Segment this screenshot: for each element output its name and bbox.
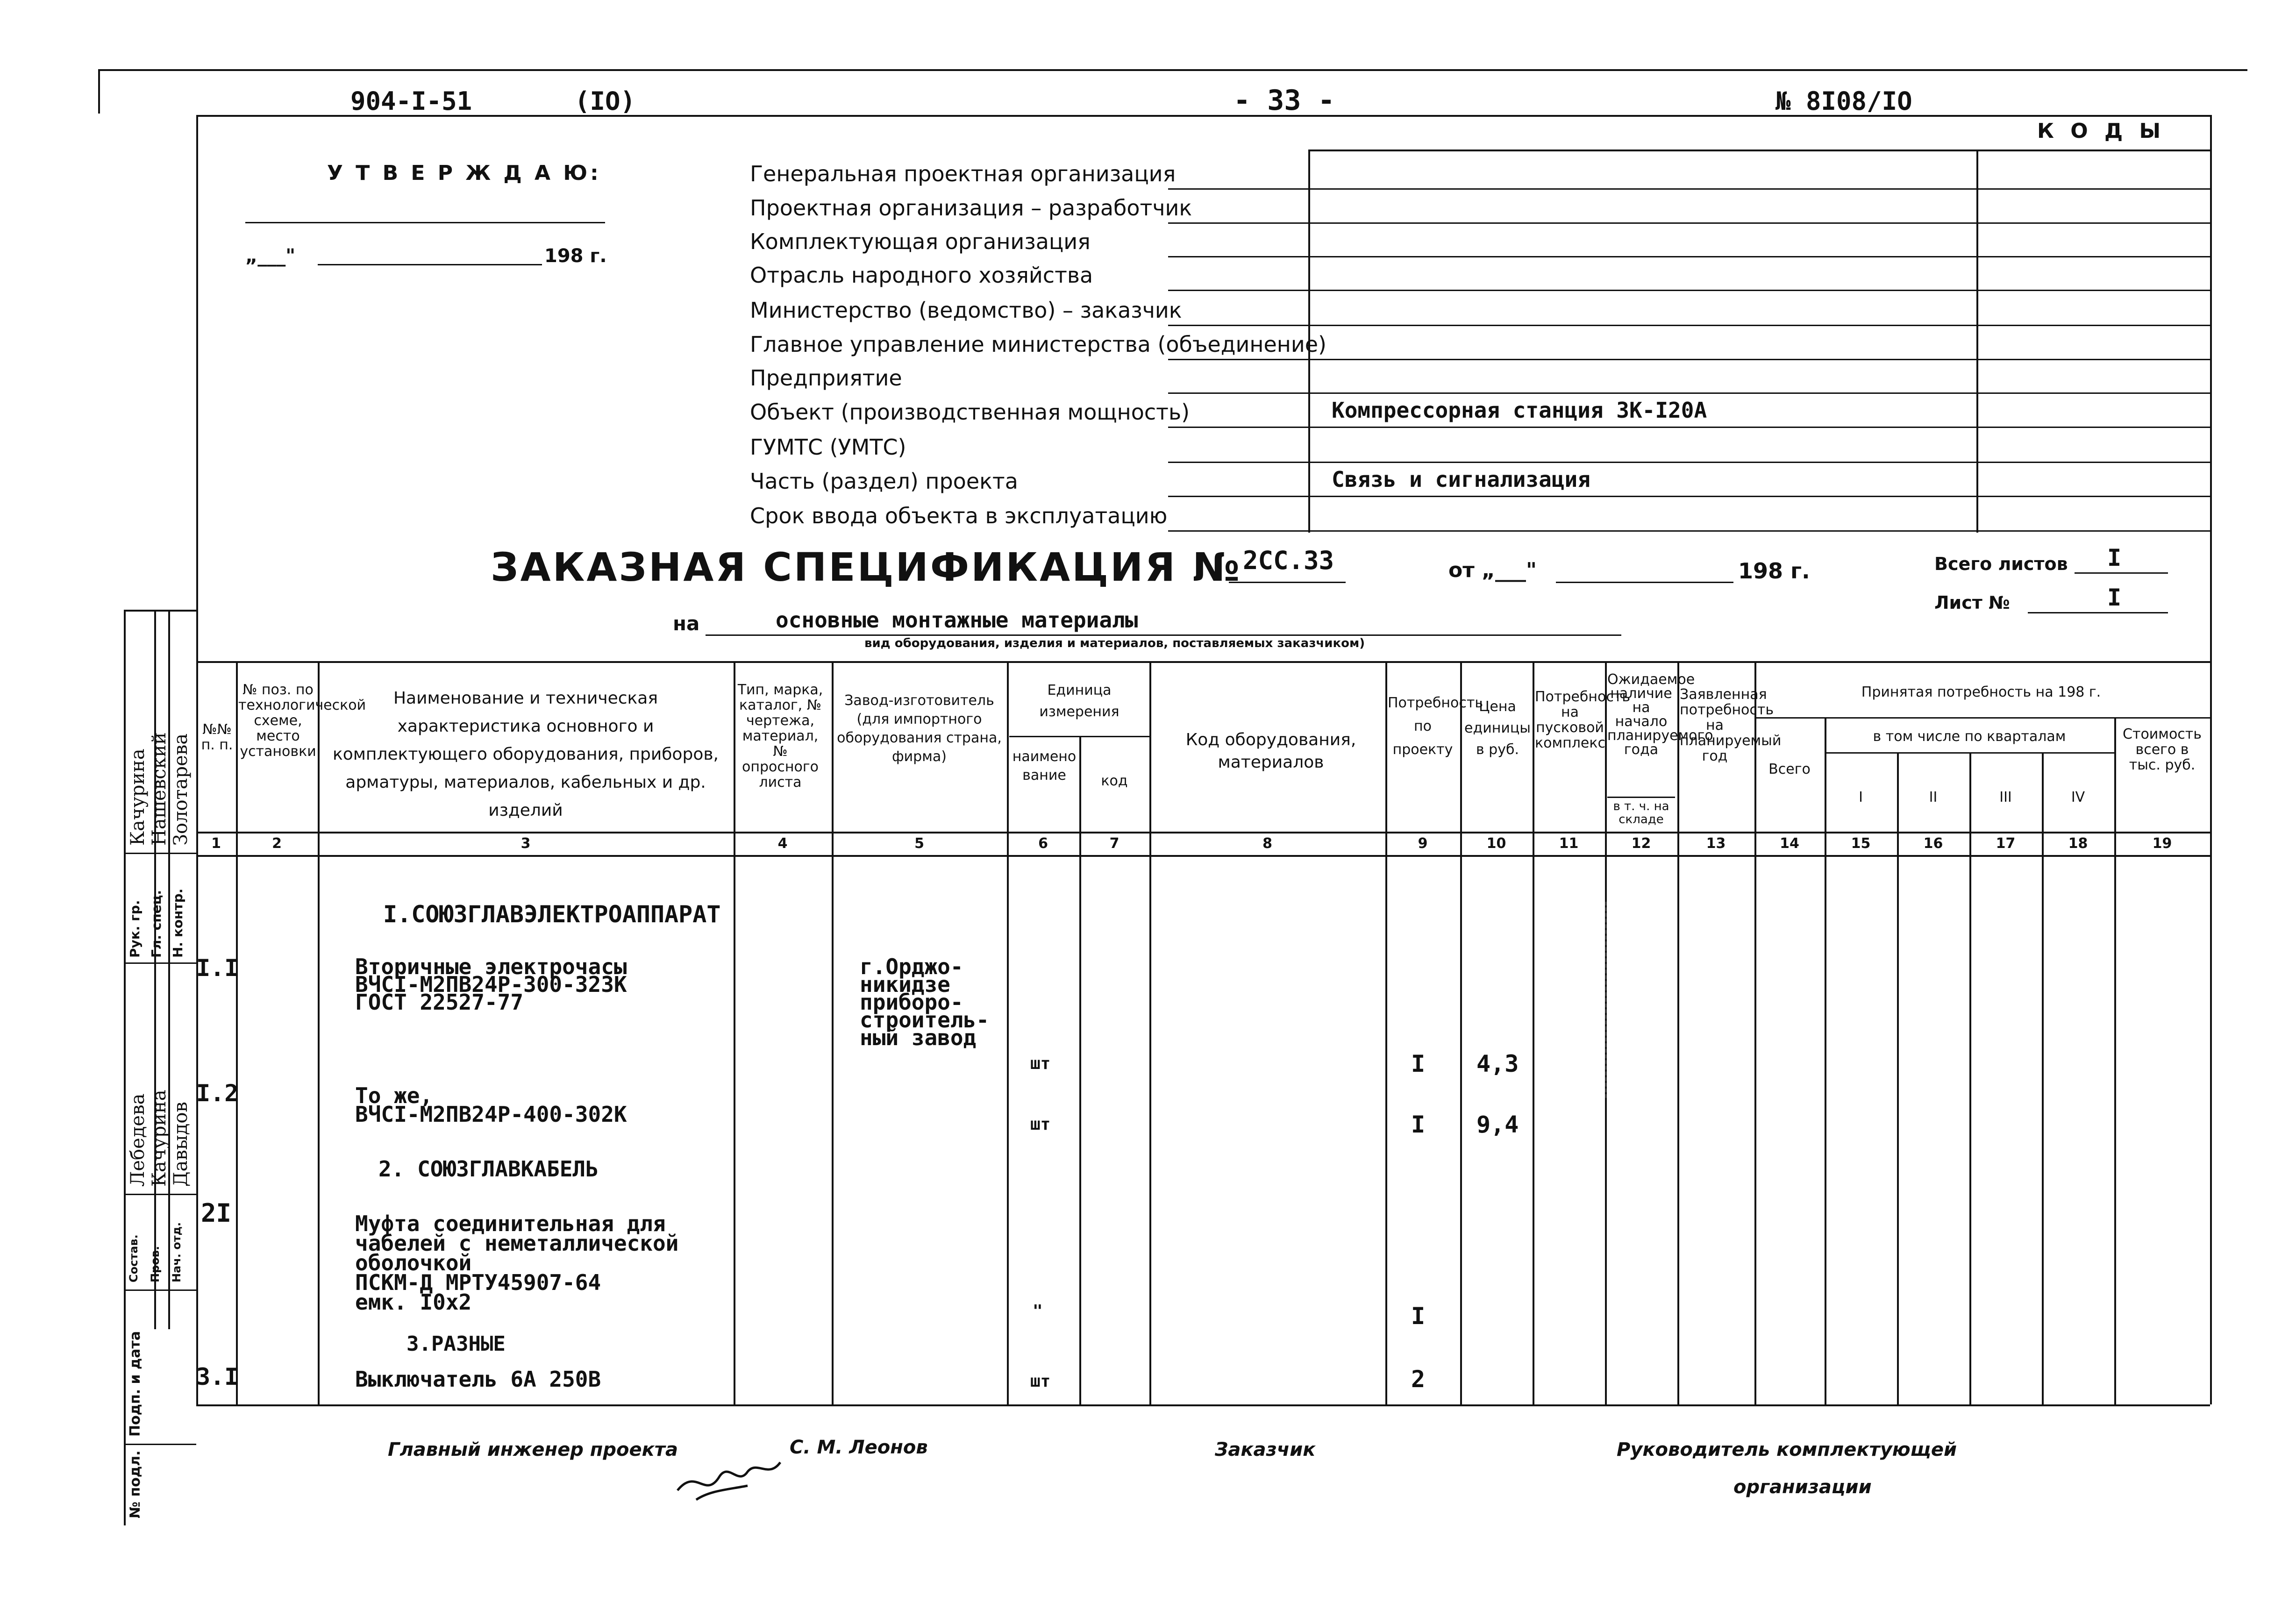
org-field-label: Объект (производственная мощность) xyxy=(750,399,1190,425)
row-3-1-number: 3.I xyxy=(196,1363,239,1390)
row-2-1-unit: " xyxy=(1033,1302,1043,1321)
total-sheets-value: I xyxy=(2107,544,2122,571)
org-field-label: Проектная организация – разработчик xyxy=(750,195,1192,221)
column-number: 4 xyxy=(777,835,788,852)
column-line xyxy=(734,661,735,1404)
series-code: 904-I-51 xyxy=(350,86,472,116)
org-field-line xyxy=(1168,290,2210,291)
column-number: 7 xyxy=(1109,835,1119,852)
row-1-1-price: 4,3 xyxy=(1476,1050,1519,1077)
column-number: 3 xyxy=(521,835,531,852)
total-sheets-line xyxy=(2075,572,2168,574)
column-number: 13 xyxy=(1706,835,1726,852)
col13-header: Заявленная потребность на планируемый год xyxy=(1680,686,1782,764)
org-field-line xyxy=(1168,392,2210,394)
accepted-subheader-rule xyxy=(1754,717,2210,719)
stamp-name-top-1: Качурина xyxy=(127,748,149,846)
column-line xyxy=(832,661,834,1404)
col11-header: Потребность на пусковой комплекс xyxy=(1535,689,1631,751)
row-1-2-qty: I xyxy=(1411,1111,1426,1138)
col18-header: IV xyxy=(2071,789,2085,805)
row-2-1-qty: I xyxy=(1411,1303,1426,1330)
column-number: 9 xyxy=(1418,835,1428,852)
chief-engineer-signature xyxy=(668,1434,799,1509)
codes-header: К О Д Ы xyxy=(2037,119,2166,143)
column-number: 6 xyxy=(1038,835,1048,852)
col10-header: Цена единицы в руб. xyxy=(1464,698,1531,758)
stamp-col-rule xyxy=(168,610,170,1329)
stamp-split-4 xyxy=(124,1289,196,1291)
col12-stock-header: в т. ч. на складе xyxy=(1613,799,1669,826)
org-field-label: Министерство (ведомство) – заказчик xyxy=(750,298,1182,323)
org-field-line xyxy=(1168,256,2210,257)
stamp-sign-date: Подп. и дата xyxy=(127,1331,143,1437)
column-number: 5 xyxy=(914,835,924,852)
stamp-role-1: Рук. гр. xyxy=(127,900,143,958)
frame-bottom xyxy=(196,1404,2210,1406)
column-number: 2 xyxy=(272,835,282,852)
row-2-1-name: Муфта соединительная для чабелей с неметаллической оболочкой ПСКМ-Д МРТУ45907-64 емк. I0х2 xyxy=(355,1211,679,1315)
org-field-line xyxy=(1168,462,2210,463)
document-code: № 8I08/IO xyxy=(1775,86,1912,116)
org-field-value: Связь и сигнализация xyxy=(1332,467,1590,492)
frame-left xyxy=(196,115,198,1404)
col15-header: I xyxy=(1859,789,1863,805)
col1-header: №№ п. п. xyxy=(201,721,233,753)
col9-header: Потребность по проекту xyxy=(1388,695,1483,758)
spec-subject-line xyxy=(706,634,1621,636)
column-line xyxy=(2114,717,2116,1404)
org-field-line xyxy=(1168,325,2210,326)
org-field-label: Комплектующая организация xyxy=(750,229,1091,254)
org-field-line xyxy=(1168,427,2210,428)
col12-header: Ожидаемое наличие на начало планируемого года xyxy=(1607,671,1713,758)
frame-top xyxy=(196,115,2210,117)
col2-header: № поз. по технологической схеме, место установки xyxy=(238,682,366,760)
spec-number-line xyxy=(1229,582,1346,583)
column-line xyxy=(1149,661,1151,1404)
col17-header: III xyxy=(1999,789,2012,805)
stamp-role-3: Н. контр. xyxy=(170,888,185,958)
stamp-original-no: № подл. xyxy=(127,1450,143,1518)
org-field-label: Срок ввода объекта в эксплуатацию xyxy=(750,503,1168,528)
row-3-1-qty: 2 xyxy=(1411,1366,1426,1393)
approval-year: 198 г. xyxy=(544,245,607,267)
section-1-title: I.СОЮЗГЛАВЭЛЕКТРОАППАРАТ xyxy=(383,901,721,928)
column-number: 15 xyxy=(1851,835,1871,852)
row-1-1-name: Вторичные электрочасы ВЧСI-М2ПВ24Р-300-323К ГОСТ 22527-77 xyxy=(355,954,627,1015)
stamp-name-top-3: Золотарева xyxy=(170,733,192,846)
page-number: - 33 - xyxy=(1234,84,1335,117)
column-line xyxy=(318,661,320,1404)
stamp-role-6: Нач. отд. xyxy=(170,1222,183,1282)
top-left-rule xyxy=(98,69,100,114)
section-2-title: 2. СОЮЗГЛАВКАБЕЛЬ xyxy=(378,1156,599,1182)
col5-header: Завод-изготовитель (для импортного оборудования страна, фирма) xyxy=(837,692,1002,765)
row-1-2-unit: шт xyxy=(1030,1115,1051,1134)
org-field-line xyxy=(1168,496,2210,497)
col16-header: II xyxy=(1929,789,1938,805)
row-1-1-number: I.I xyxy=(196,955,239,982)
value-column-left xyxy=(1308,150,1310,533)
spec-year: 198 г. xyxy=(1738,558,1810,584)
column-number: 12 xyxy=(1631,835,1651,852)
codes-header-rule xyxy=(1308,150,2210,151)
column-number: 10 xyxy=(1486,835,1506,852)
accepted-header: Принятая потребность на 198 г. xyxy=(1861,684,2101,700)
row-1-1-unit: шт xyxy=(1030,1054,1051,1073)
stamp-name-bottom-1: Лебедева xyxy=(127,1093,149,1187)
stamp-top-rule xyxy=(124,610,196,612)
org-field-line xyxy=(1168,359,2210,360)
column-12-marks xyxy=(1605,902,1607,1098)
col14-header: Всего xyxy=(1768,761,1811,777)
sheet-value: I xyxy=(2107,584,2122,611)
supplier-head-label-1: Руководитель комплектующей xyxy=(1617,1439,1957,1460)
frame-right xyxy=(2210,115,2212,1404)
spec-date-line xyxy=(1556,582,1733,583)
org-field-line xyxy=(1168,188,2210,190)
row-1-2-number: I.2 xyxy=(196,1080,239,1107)
approval-label: У Т В Е Р Ж Д А Ю: xyxy=(327,161,601,185)
section-3-title: 3.РАЗНЫЕ xyxy=(406,1332,506,1356)
stamp-split-3 xyxy=(124,1194,196,1195)
codes-column-left xyxy=(1976,150,1978,533)
column-line xyxy=(1533,661,1534,1404)
column-line xyxy=(236,661,238,1404)
approval-signature-line xyxy=(245,222,605,223)
unit-header: Единица измерения xyxy=(1039,682,1119,720)
sheet-label: Лист № xyxy=(1934,592,2010,613)
col4-header: Тип, марка, каталог, № чертежа, материал, № опросного листа xyxy=(737,682,823,791)
chief-engineer-label: Главный инженер проекта xyxy=(388,1439,678,1460)
sheet-line xyxy=(2028,612,2168,613)
org-field-label: Главное управление министерства (объединение) xyxy=(750,332,1327,357)
row-3-1-name: Выключатель 6А 250В xyxy=(355,1367,601,1392)
org-field-label: Генеральная проектная организация xyxy=(750,161,1176,186)
stamp-mid-rule xyxy=(154,610,156,1329)
col8-header: Код оборудования, материалов xyxy=(1185,730,1356,772)
table-top-rule xyxy=(196,661,2210,663)
table-header-bottom xyxy=(196,832,2210,833)
column-number: 18 xyxy=(2068,835,2088,852)
row-1-1-maker: г.Орджо- никидзе приборо- строитель- ный завод xyxy=(860,954,989,1050)
customer-label: Заказчик xyxy=(1215,1439,1316,1460)
supplier-head-label-2: организации xyxy=(1733,1476,1872,1498)
stamp-role-5: Пров. xyxy=(149,1246,162,1282)
approval-date-prefix: „___" xyxy=(245,245,296,267)
column-number: 11 xyxy=(1559,835,1579,852)
issue-code: (IO) xyxy=(575,86,636,116)
chief-engineer-name: С. М. Леонов xyxy=(790,1437,928,1458)
stock-subheader-rule xyxy=(1607,797,1675,798)
org-field-line xyxy=(1168,530,2210,532)
column-line xyxy=(1007,661,1009,1404)
column-number: 19 xyxy=(2152,835,2172,852)
spec-on-label: на xyxy=(673,612,700,635)
col7-header: код xyxy=(1101,773,1128,789)
top-rule xyxy=(98,69,2247,71)
column-number: 17 xyxy=(1996,835,2016,852)
org-field-line xyxy=(1168,222,2210,224)
column-number: 8 xyxy=(1262,835,1272,852)
spec-number: 2СС.33 xyxy=(1243,546,1334,575)
spec-from-label: от „___" xyxy=(1448,558,1537,582)
column-line xyxy=(1754,661,1756,1404)
org-field-label: Предприятие xyxy=(750,365,902,391)
quarter-subheader-rule xyxy=(1825,752,2114,754)
total-sheets-label: Всего листов xyxy=(1934,554,2068,574)
stamp-role-2: Гл. спец. xyxy=(149,890,164,958)
col6-header: наименование xyxy=(1012,748,1077,784)
stamp-role-4: Состав. xyxy=(127,1234,140,1282)
spec-title: ЗАКАЗНАЯ СПЕЦИФИКАЦИЯ № xyxy=(491,544,1242,590)
quarters-header: в том числе по кварталам xyxy=(1873,728,2066,745)
column-line xyxy=(1385,661,1387,1404)
table-numbers-bottom xyxy=(196,855,2210,857)
row-2-1-number: 2I xyxy=(201,1198,232,1228)
col3-header: Наименование и техническая характеристика основного и комплектующего оборудования, приборов, арматуры, материалов, кабельных и др. изделий xyxy=(332,689,719,820)
column-number: 14 xyxy=(1780,835,1799,852)
org-field-label: ГУМТС (УМТС) xyxy=(750,435,906,460)
column-line xyxy=(1460,661,1462,1404)
row-3-1-unit: шт xyxy=(1030,1372,1051,1391)
stamp-split-1 xyxy=(124,853,196,854)
column-number: 16 xyxy=(1923,835,1943,852)
row-1-2-price: 9,4 xyxy=(1476,1111,1519,1138)
stamp-name-bottom-3: Давыдов xyxy=(170,1102,192,1187)
org-field-label: Часть (раздел) проекта xyxy=(750,469,1018,494)
spec-subject-caption: вид оборудования, изделия и материалов, поставляемых заказчиком) xyxy=(864,636,1365,650)
stamp-left-rule xyxy=(124,610,126,1525)
stamp-split-2 xyxy=(124,962,196,964)
stamp-name-bottom-2: Качурина xyxy=(149,1090,170,1187)
spec-subject: основные монтажные материалы xyxy=(776,607,1138,633)
column-number: 1 xyxy=(211,835,221,852)
row-1-1-qty: I xyxy=(1411,1050,1426,1077)
org-field-label: Отрасль народного хозяйства xyxy=(750,263,1093,288)
row-1-2-name: То же, ВЧСI-М2ПВ24Р-400-302К xyxy=(355,1083,627,1127)
col19-header: Стоимость всего в тыс. руб. xyxy=(2123,726,2202,773)
approval-date-line xyxy=(318,264,542,265)
column-line xyxy=(1825,717,1826,1404)
org-field-value: Компрессорная станция 3К-I20А xyxy=(1332,398,1707,423)
stamp-name-top-2: Нашевский xyxy=(149,732,170,846)
column-line xyxy=(1677,661,1679,1404)
unit-subheader-rule xyxy=(1009,736,1149,737)
stamp-split-5 xyxy=(124,1444,196,1445)
